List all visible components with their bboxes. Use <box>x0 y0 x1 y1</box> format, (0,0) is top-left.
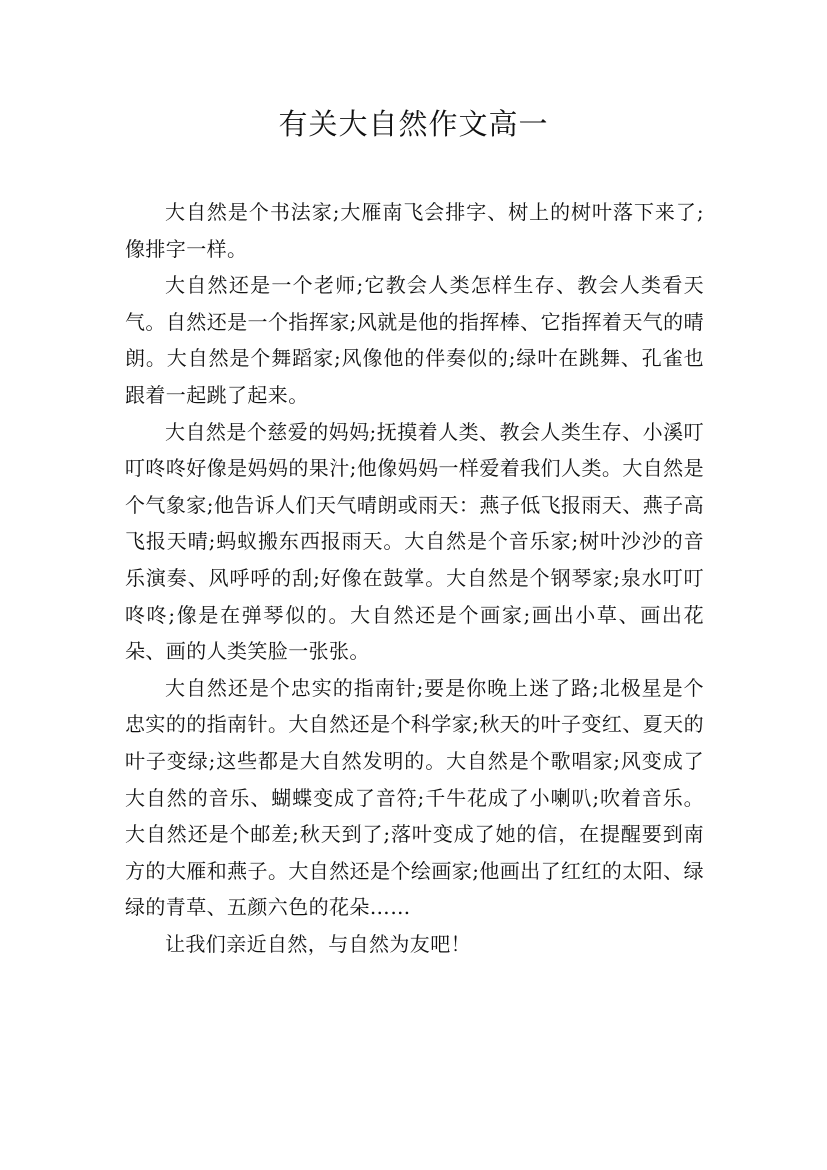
paragraph-3: 大自然是个慈爱的妈妈;抚摸着人类、教会人类生存、小溪叮叮咚咚好像是妈妈的果汁;他像妈妈一样爱着我们人类。大自然是个气象家;他告诉人们天气晴朗或雨天：燕子低飞报雨天、燕子高飞报天晴;蚂蚁搬东西报雨天。大自然是个音乐家;树叶沙沙的音乐演奏、风呼呼的刮;好像在鼓掌。大自然是个钢琴家;泉水叮叮咚咚;像是在弹琴似的。大自然还是个画家;画出小草、画出花朵、画的人类笑脸一张张。 <box>125 419 704 664</box>
paragraph-2: 大自然还是一个老师;它教会人类怎样生存、教会人类看天气。自然还是一个指挥家;风就是他的指挥棒、它指挥着天气的晴朗。大自然是个舞蹈家;风像他的伴奏似的;绿叶在跳舞、孔雀也跟着一起跳了起来。 <box>125 273 704 407</box>
paragraph-4: 大自然还是个忠实的指南针;要是你晚上迷了路;北极星是个忠实的的指南针。大自然还是个科学家;秋天的叶子变红、夏天的叶子变绿;这些都是大自然发明的。大自然是个歌唱家;风变成了大自然的音乐、蝴蝶变成了音符;千牛花成了小喇叭;吹着音乐。大自然还是个邮差;秋天到了;落叶变成了她的信，在提醒要到南方的大雁和燕子。大自然还是个绘画家;他画出了红红的太阳、绿绿的青草、五颜六色的花朵…… <box>125 675 704 920</box>
paragraph-5: 让我们亲近自然，与自然为友吧！ <box>165 931 471 956</box>
document-title: 有关大自然作文高一 <box>278 107 549 141</box>
paragraph-1: 大自然是个书法家;大雁南飞会排字、树上的树叶落下来了;像排字一样。 <box>125 200 704 261</box>
document-body <box>125 194 704 962</box>
